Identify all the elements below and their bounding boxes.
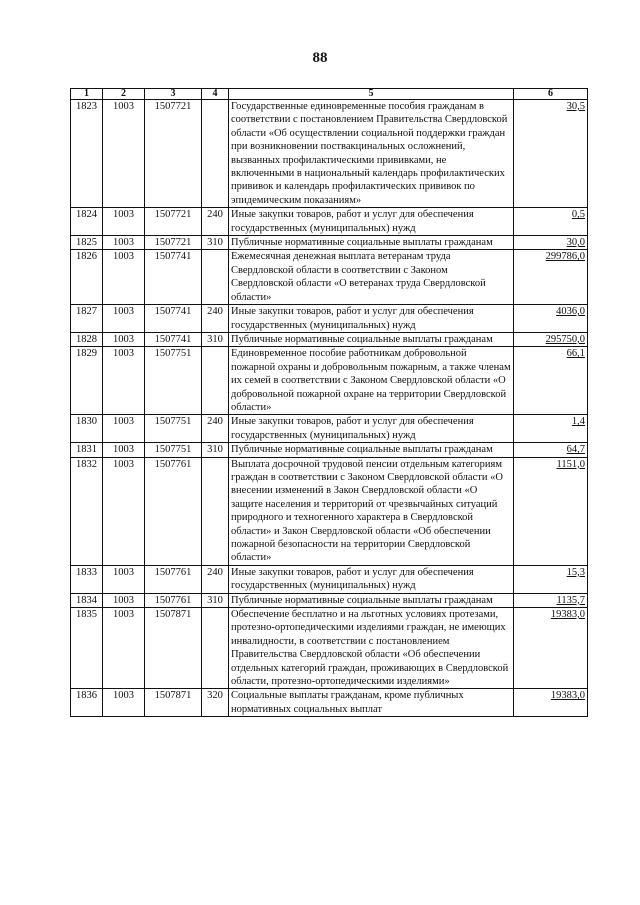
row-number: 1825 [71,236,103,250]
table-row [71,593,588,607]
expense-type [202,608,229,689]
expense-type: 240 [202,305,229,333]
table-row [71,608,588,689]
row-description: Публичные нормативные социальные выплаты гражданам [229,332,514,346]
target-code: 1507761 [145,457,202,565]
table-row [71,208,588,236]
row-description: Иные закупки товаров, работ и услуг для обеспечения государственных (муниципальных) нужд [229,208,514,236]
section-code: 1003 [103,332,145,346]
table-row [71,565,588,593]
expense-type [202,250,229,305]
target-code: 1507721 [145,236,202,250]
section-code: 1003 [103,689,145,717]
row-amount [514,443,588,457]
row-description: Иные закупки товаров, работ и услуг для обеспечения государственных (муниципальных) нужд [229,305,514,333]
row-description: Иные закупки товаров, работ и услуг для обеспечения государственных (муниципальных) нужд [229,565,514,593]
row-description: Публичные нормативные социальные выплаты гражданам [229,236,514,250]
row-number: 1835 [71,608,103,689]
target-code: 1507761 [145,565,202,593]
row-number: 1830 [71,415,103,443]
expense-type: 320 [202,689,229,717]
row-amount [514,236,588,250]
target-code: 1507751 [145,415,202,443]
row-number: 1836 [71,689,103,717]
expense-type [202,100,229,208]
col-header-1: 1 [71,89,103,100]
col-header-6: 6 [514,89,588,100]
page-number: 88 [312,50,328,66]
row-number: 1831 [71,443,103,457]
table-row [71,236,588,250]
row-amount [514,689,588,717]
target-code: 1507721 [145,208,202,236]
row-amount [514,100,588,208]
row-amount [514,332,588,346]
row-amount [514,305,588,333]
row-amount [514,457,588,565]
expense-type: 310 [202,332,229,346]
amount-value: 15,3 [566,566,585,578]
section-code: 1003 [103,208,145,236]
section-code: 1003 [103,100,145,208]
budget-table [70,88,588,717]
expense-type: 310 [202,593,229,607]
section-code: 1003 [103,443,145,457]
section-code: 1003 [103,593,145,607]
target-code: 1507741 [145,305,202,333]
section-code: 1003 [103,415,145,443]
table-row [71,332,588,346]
row-description: Обеспечение бесплатно и на льготных условиях протезами, протезно-ортопедическими изделиями граждан, не имеющих инвалидности, в соответствии с постановлением Правительства Свердловской области «Об обеспечении отдельных категорий граждан, проживающих в Свердловской области, протезно-ортопедическими изделиями» [229,608,514,689]
row-number: 1827 [71,305,103,333]
table-row [71,305,588,333]
row-number: 1832 [71,457,103,565]
row-number: 1834 [71,593,103,607]
section-code: 1003 [103,457,145,565]
row-amount [514,608,588,689]
target-code: 1507761 [145,593,202,607]
row-description: Публичные нормативные социальные выплаты гражданам [229,593,514,607]
amount-value: 30,0 [566,237,585,249]
section-code: 1003 [103,305,145,333]
target-code: 1507751 [145,347,202,415]
section-code: 1003 [103,347,145,415]
section-code: 1003 [103,608,145,689]
header-row [71,89,588,100]
amount-value: 19383,0 [550,690,585,702]
row-amount [514,250,588,305]
row-description: Иные закупки товаров, работ и услуг для обеспечения государственных (муниципальных) нужд [229,415,514,443]
section-code: 1003 [103,250,145,305]
target-code: 1507871 [145,608,202,689]
row-number: 1823 [71,100,103,208]
row-amount [514,415,588,443]
amount-value: 1,4 [571,416,585,428]
expense-type: 240 [202,565,229,593]
col-header-4: 4 [202,89,229,100]
row-description: Выплата досрочной трудовой пенсии отдельным категориям граждан в соответствии с Законом Свердловской области «О внесении изменений в Закон Свердловской области «О защите населения и территорий от чрезвычайных ситуаций природного и техногенного характера в Свердловской области» и Закон Свердловской области «Об обеспечении пожарной безопасности на территории Свердловской области» [229,457,514,565]
col-header-2: 2 [103,89,145,100]
row-number: 1833 [71,565,103,593]
table-row [71,250,588,305]
amount-value: 64,7 [566,444,585,456]
row-number: 1824 [71,208,103,236]
row-description: Социальные выплаты гражданам, кроме публичных нормативных социальных выплат [229,689,514,717]
row-amount [514,208,588,236]
table-row [71,689,588,717]
expense-type: 310 [202,236,229,250]
table-row [71,457,588,565]
target-code: 1507741 [145,332,202,346]
row-description: Государственные единовременные пособия гражданам в соответствии с постановлением Правительства Свердловской области «Об осуществлении социальной поддержки граждан при возникновении поствакцинальных осложнений, вызванных профилактическими прививками, не включенными в национальный календарь профилактических прививок и календарь профилактических прививок по эпидемическим показаниям» [229,100,514,208]
row-amount [514,593,588,607]
table-row [71,347,588,415]
expense-type: 240 [202,415,229,443]
target-code: 1507751 [145,443,202,457]
section-code: 1003 [103,236,145,250]
amount-value: 4036,0 [556,306,585,318]
target-code: 1507721 [145,100,202,208]
target-code: 1507871 [145,689,202,717]
expense-type [202,347,229,415]
amount-value: 1135,7 [556,594,585,606]
amount-value: 66,1 [566,348,585,360]
amount-value: 30,5 [566,101,585,112]
row-description: Публичные нормативные социальные выплаты гражданам [229,443,514,457]
row-number: 1829 [71,347,103,415]
table-row [71,100,588,208]
row-number: 1826 [71,250,103,305]
col-header-5: 5 [229,89,514,100]
expense-type: 310 [202,443,229,457]
row-number: 1828 [71,332,103,346]
section-code: 1003 [103,565,145,593]
table-body [71,100,588,717]
target-code: 1507741 [145,250,202,305]
row-amount [514,347,588,415]
expense-type [202,457,229,565]
amount-value: 299786,0 [545,251,585,263]
amount-value: 1151,0 [556,458,585,470]
table-row [71,443,588,457]
amount-value: 19383,0 [550,609,585,621]
amount-value: 295750,0 [545,333,585,345]
col-header-3: 3 [145,89,202,100]
row-description: Единовременное пособие работникам добровольной пожарной охраны и добровольным пожарным, а также членам их семей в соответствии с Законом Свердловской области «О добровольной пожарной охране на территории Свердловской области» [229,347,514,415]
expense-type: 240 [202,208,229,236]
table-row [71,415,588,443]
amount-value: 0,5 [571,209,585,221]
row-amount [514,565,588,593]
row-description: Ежемесячная денежная выплата ветеранам труда Свердловской области в соответствии с Законом Свердловской области «О ветеранах труда Свердловской области» [229,250,514,305]
